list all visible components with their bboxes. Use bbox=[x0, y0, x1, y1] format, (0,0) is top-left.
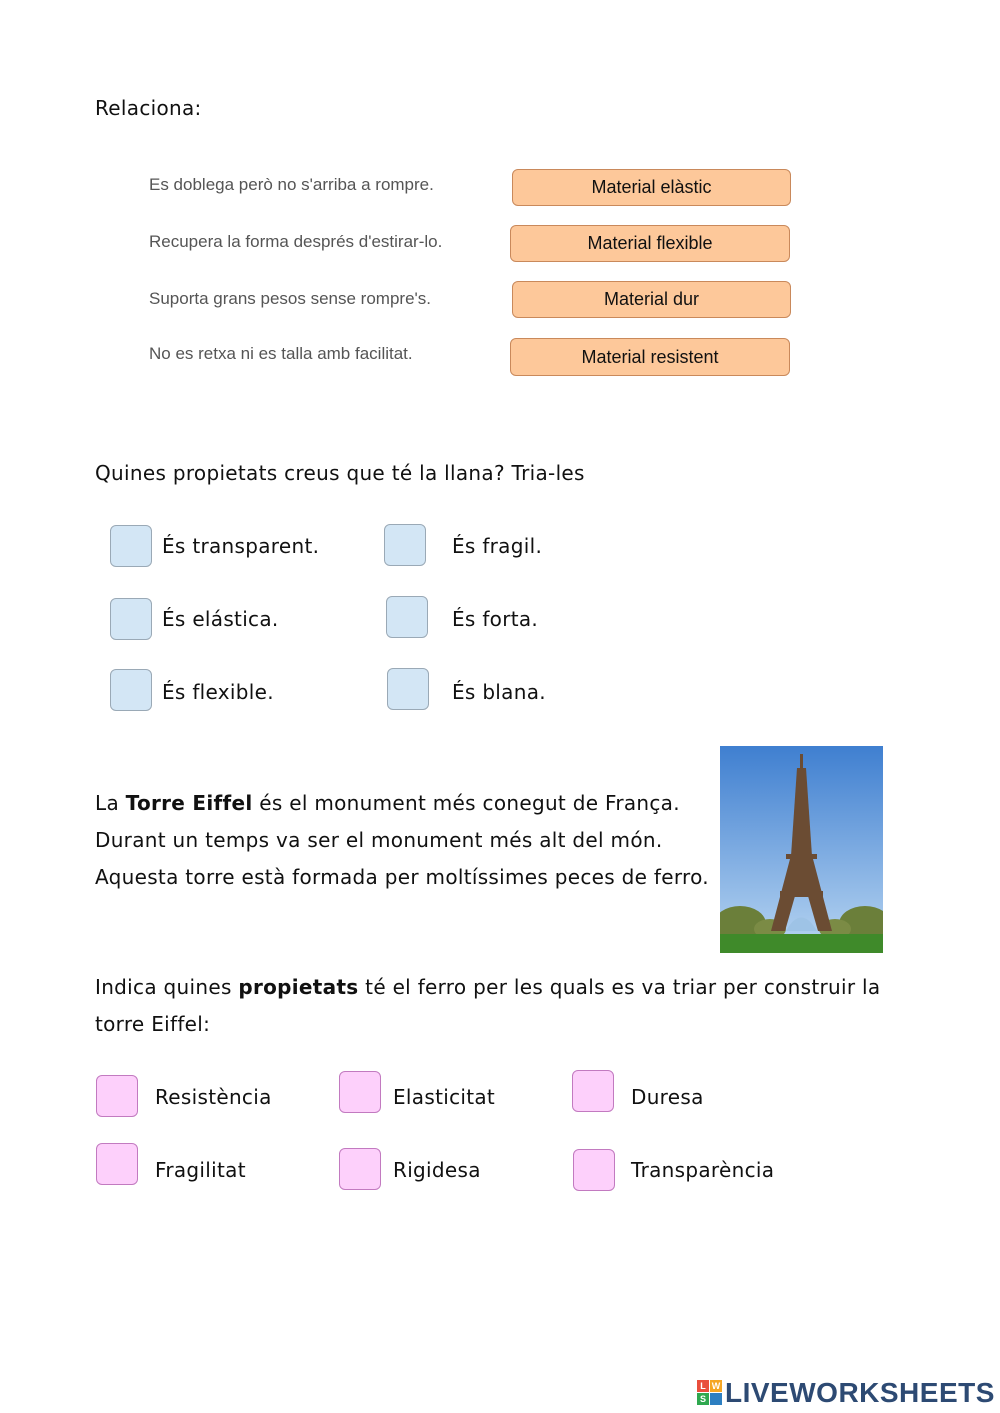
checkbox-resistencia[interactable] bbox=[96, 1075, 138, 1117]
description-3: Suporta grans pesos sense rompre's. bbox=[149, 289, 432, 308]
description-4: No es retxa ni es talla amb facilitat. bbox=[149, 344, 413, 363]
liveworksheets-logo-icon bbox=[697, 1378, 723, 1408]
option-material-dur[interactable]: Material dur bbox=[512, 281, 791, 318]
label-fragilitat: Fragilitat bbox=[155, 1158, 246, 1182]
checkbox-elasticitat[interactable] bbox=[339, 1071, 381, 1113]
checkbox-forta[interactable] bbox=[386, 596, 428, 638]
checkbox-fragil[interactable] bbox=[384, 524, 426, 566]
option-material-flexible[interactable]: Material flexible bbox=[510, 225, 790, 262]
label-duresa: Duresa bbox=[631, 1085, 704, 1109]
eiffel-tower-photo bbox=[720, 746, 883, 953]
liveworksheets-logo-text: LIVEWORKSHEETS bbox=[725, 1377, 995, 1408]
checkbox-transparencia[interactable] bbox=[573, 1149, 615, 1191]
description-1: Es doblega però no s'arriba a rompre. bbox=[149, 175, 434, 194]
logo-letter-l: L bbox=[700, 1381, 706, 1391]
label-blana: És blana. bbox=[452, 680, 546, 704]
checkbox-rigidesa[interactable] bbox=[339, 1148, 381, 1190]
checkbox-duresa[interactable] bbox=[572, 1070, 614, 1112]
logo-letter-w: W bbox=[711, 1381, 721, 1391]
option-material-elastic[interactable]: Material elàstic bbox=[512, 169, 791, 206]
logo-letter-s: S bbox=[699, 1394, 707, 1404]
eiffel-line-2: Durant un temps va ser el monument més alt del món. bbox=[95, 828, 663, 852]
eiffel-line-1-end: és el monument més conegut de França. bbox=[252, 791, 680, 815]
checkbox-blana[interactable] bbox=[387, 668, 429, 710]
checkbox-elastica[interactable] bbox=[110, 598, 152, 640]
liveworksheets-logo bbox=[697, 1377, 995, 1409]
eiffel-line-1-start: La bbox=[95, 791, 126, 815]
torre-eiffel-bold: Torre Eiffel bbox=[125, 791, 253, 815]
label-transparent: És transparent. bbox=[162, 534, 320, 558]
label-resistencia: Resistència bbox=[155, 1085, 272, 1109]
checkbox-fragilitat[interactable] bbox=[96, 1143, 138, 1185]
eiffel-line-3: Aquesta torre està formada per moltíssimes peces de ferro. bbox=[95, 865, 709, 889]
checkbox-flexible[interactable] bbox=[110, 669, 152, 711]
iron-question-line-2: torre Eiffel: bbox=[95, 1012, 211, 1036]
label-forta: És forta. bbox=[452, 607, 539, 631]
label-elasticitat: Elasticitat bbox=[393, 1085, 496, 1109]
iron-question-end: té el ferro per les quals es va triar per construir la bbox=[358, 975, 881, 999]
label-transparencia: Transparència bbox=[631, 1158, 775, 1182]
iron-question-start: Indica quines bbox=[95, 975, 239, 999]
wool-question: Quines propietats creus que té la llana? Tria-les bbox=[95, 461, 585, 485]
description-2: Recupera la forma després d'estirar-lo. bbox=[149, 232, 443, 251]
propietats-bold: propietats bbox=[238, 975, 359, 999]
label-flexible: És flexible. bbox=[162, 680, 274, 704]
option-material-resistent[interactable]: Material resistent bbox=[510, 338, 790, 376]
relaciona-heading: Relaciona: bbox=[95, 96, 202, 120]
checkbox-transparent[interactable] bbox=[110, 525, 152, 567]
label-fragil: És fragil. bbox=[452, 534, 543, 558]
label-elastica: És elástica. bbox=[162, 607, 279, 631]
label-rigidesa: Rigidesa bbox=[393, 1158, 481, 1182]
eiffel-line-1 bbox=[95, 791, 680, 815]
iron-question-line-1 bbox=[95, 975, 880, 999]
